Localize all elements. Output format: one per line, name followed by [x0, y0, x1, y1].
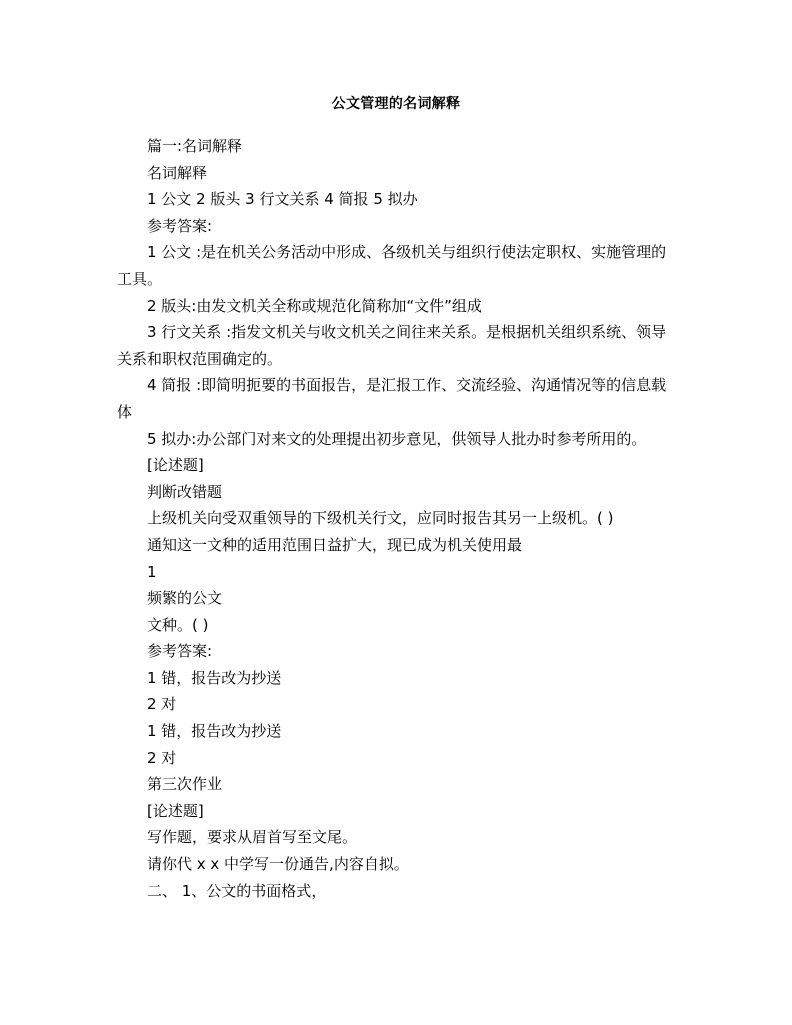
paragraph: 名词解释 [147, 163, 208, 182]
paragraph: 写作题，要求从眉首写至文尾。 [147, 828, 358, 847]
paragraph: 1 错，报告改为抄送 [147, 722, 282, 741]
paragraph: 参考答案: [147, 642, 213, 661]
paragraph: 2 对 [147, 695, 177, 714]
paragraph: 1 [147, 562, 157, 581]
paragraph: 二、 1、公文的书面格式， [147, 881, 327, 900]
paragraph: 3 行文关系 :指发文机关与收文机关之间往来关系。是根据机关组织系统、领导关系和职权范围确定的。 [117, 323, 667, 368]
paragraph: 1 错，报告改为抄送 [147, 668, 282, 687]
paragraph: 判断改错题 [147, 482, 223, 501]
paragraph: [论述题] [147, 456, 204, 475]
paragraph: 请你代 x x 中学写一份通告,内容自拟。 [147, 855, 409, 874]
paragraph: 篇一:名词解释 [147, 137, 243, 155]
paragraph: [论述题] [147, 801, 204, 820]
paragraph: 上级机关向受双重领导的下级机关行文，应同时报告其另一上级机。( ) [147, 509, 614, 528]
paragraph: 2 对 [147, 748, 177, 767]
paragraph: 通知这一文种的适用范围日益扩大，现已成为机关使用最 [147, 535, 523, 554]
paragraph: 5 拟办:办公部门对来文的处理提出初步意见，供领导人批办时参考所用的。 [147, 429, 647, 448]
paragraph: 文种。( ) [147, 615, 209, 634]
document-title: 公文管理的名词解释 [331, 96, 461, 112]
paragraph: 2 版头:由发文机关全称或规范化简称加“文件”组成 [147, 296, 482, 315]
paragraph: 1 公文 2 版头 3 行文关系 4 简报 5 拟办 [147, 190, 418, 209]
paragraph: 参考答案: [147, 216, 213, 235]
paragraph: 4 简报 :即简明扼要的书面报告，是汇报工作、交流经验、沟通情况等的信息载体 [117, 376, 667, 421]
paragraph: 第三次作业 [147, 775, 223, 794]
document-body [117, 133, 672, 904]
paragraph: 频繁的公文 [147, 589, 223, 608]
paragraph: 1 公文 :是在机关公务活动中形成、各级机关与组织行使法定职权、实施管理的工具。 [117, 243, 667, 288]
